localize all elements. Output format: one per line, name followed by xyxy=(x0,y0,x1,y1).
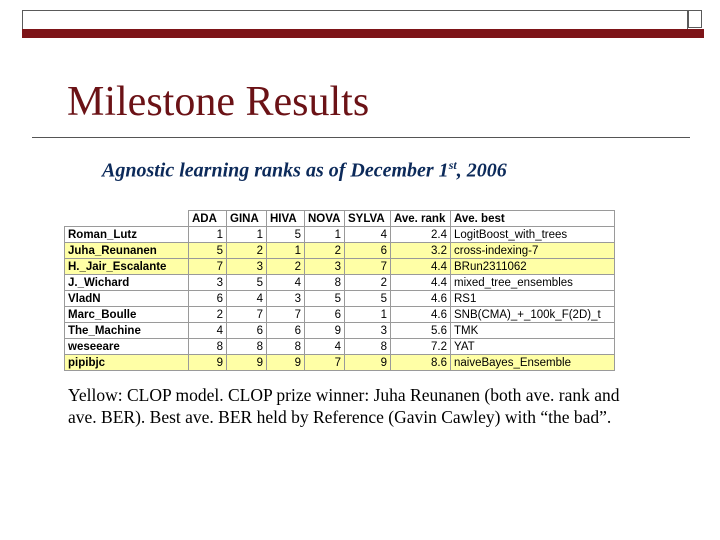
rank-cell: 1 xyxy=(345,307,391,323)
rank-cell: 5 xyxy=(305,291,345,307)
rank-cell: 6 xyxy=(305,307,345,323)
rank-cell: 8 xyxy=(305,275,345,291)
rank-cell: 6 xyxy=(267,323,305,339)
ave-rank-cell: 7.2 xyxy=(391,339,451,355)
table-row xyxy=(65,323,615,339)
header-cell: SYLVA xyxy=(345,211,391,227)
rank-cell: 3 xyxy=(189,275,227,291)
slide-title: Milestone Results xyxy=(67,79,370,125)
ave-rank-cell: 4.6 xyxy=(391,291,451,307)
header-cell: Ave. best xyxy=(451,211,615,227)
rank-cell: 1 xyxy=(227,227,267,243)
rank-cell: 4 xyxy=(345,227,391,243)
best-model-cell: YAT xyxy=(451,339,615,355)
rank-cell: 1 xyxy=(267,243,305,259)
ave-rank-cell: 8.6 xyxy=(391,355,451,371)
header-cell: ADA xyxy=(189,211,227,227)
rank-cell: 3 xyxy=(227,259,267,275)
rank-cell: 9 xyxy=(305,323,345,339)
top-corner-decoration xyxy=(688,10,702,28)
table-row xyxy=(65,355,615,371)
rank-cell: 9 xyxy=(227,355,267,371)
table-row xyxy=(65,227,615,243)
participant-name: H._Jair_Escalante xyxy=(65,259,189,275)
header-cell xyxy=(65,211,189,227)
best-model-cell: BRun2311062 xyxy=(451,259,615,275)
title-divider xyxy=(32,137,690,138)
rank-cell: 4 xyxy=(227,291,267,307)
rank-cell: 1 xyxy=(189,227,227,243)
best-model-cell: TMK xyxy=(451,323,615,339)
rank-cell: 5 xyxy=(189,243,227,259)
rank-cell: 8 xyxy=(345,339,391,355)
rank-cell: 9 xyxy=(267,355,305,371)
rank-cell: 3 xyxy=(305,259,345,275)
rank-cell: 7 xyxy=(227,307,267,323)
ave-rank-cell: 4.6 xyxy=(391,307,451,323)
participant-name: weseeare xyxy=(65,339,189,355)
participant-name: J._Wichard xyxy=(65,275,189,291)
ave-rank-cell: 3.2 xyxy=(391,243,451,259)
table-row xyxy=(65,339,615,355)
header-cell: Ave. rank xyxy=(391,211,451,227)
rank-cell: 7 xyxy=(267,307,305,323)
rank-cell: 8 xyxy=(267,339,305,355)
participant-name: Juha_Reunanen xyxy=(65,243,189,259)
rank-cell: 9 xyxy=(345,355,391,371)
table-body xyxy=(65,227,615,371)
results-table-container xyxy=(64,210,615,371)
header-cell: HIVA xyxy=(267,211,305,227)
rank-cell: 6 xyxy=(227,323,267,339)
rank-cell: 3 xyxy=(267,291,305,307)
header-cell: GINA xyxy=(227,211,267,227)
rank-cell: 4 xyxy=(189,323,227,339)
subtitle-text: Agnostic learning ranks as of December 1 xyxy=(102,159,449,182)
table-row xyxy=(65,307,615,323)
rank-cell: 4 xyxy=(305,339,345,355)
participant-name: The_Machine xyxy=(65,323,189,339)
best-model-cell: LogitBoost_with_trees xyxy=(451,227,615,243)
ave-rank-cell: 5.6 xyxy=(391,323,451,339)
caption-text: Yellow: CLOP model. CLOP prize winner: Juha Reunanen (both ave. rank and ave. BER). Best ave. BER held by Reference (Gavin Cawley) with “the bad”. xyxy=(68,385,620,427)
rank-cell: 5 xyxy=(345,291,391,307)
slide-subtitle xyxy=(102,158,507,183)
rank-cell: 8 xyxy=(189,339,227,355)
header-cell: NOVA xyxy=(305,211,345,227)
rank-cell: 7 xyxy=(305,355,345,371)
participant-name: VladN xyxy=(65,291,189,307)
table-row xyxy=(65,275,615,291)
ave-rank-cell: 4.4 xyxy=(391,259,451,275)
rank-cell: 4 xyxy=(267,275,305,291)
rank-cell: 2 xyxy=(227,243,267,259)
table-row xyxy=(65,259,615,275)
best-model-cell: mixed_tree_ensembles xyxy=(451,275,615,291)
results-table xyxy=(64,210,615,371)
rank-cell: 8 xyxy=(227,339,267,355)
participant-name: pipibjc xyxy=(65,355,189,371)
rank-cell: 6 xyxy=(345,243,391,259)
rank-cell: 5 xyxy=(267,227,305,243)
ave-rank-cell: 2.4 xyxy=(391,227,451,243)
rank-cell: 6 xyxy=(189,291,227,307)
best-model-cell: RS1 xyxy=(451,291,615,307)
accent-bar xyxy=(22,29,704,38)
rank-cell: 7 xyxy=(189,259,227,275)
best-model-cell: SNB(CMA)_+_100k_F(2D)_t xyxy=(451,307,615,323)
rank-cell: 2 xyxy=(305,243,345,259)
table-row xyxy=(65,243,615,259)
best-model-cell: cross-indexing-7 xyxy=(451,243,615,259)
table-row xyxy=(65,291,615,307)
rank-cell: 9 xyxy=(189,355,227,371)
subtitle-year: , 2006 xyxy=(456,159,507,182)
rank-cell: 2 xyxy=(345,275,391,291)
participant-name: Marc_Boulle xyxy=(65,307,189,323)
rank-cell: 1 xyxy=(305,227,345,243)
rank-cell: 3 xyxy=(345,323,391,339)
participant-name: Roman_Lutz xyxy=(65,227,189,243)
best-model-cell: naiveBayes_Ensemble xyxy=(451,355,615,371)
rank-cell: 7 xyxy=(345,259,391,275)
rank-cell: 2 xyxy=(267,259,305,275)
table-header-row xyxy=(65,211,615,227)
rank-cell: 2 xyxy=(189,307,227,323)
ave-rank-cell: 4.4 xyxy=(391,275,451,291)
rank-cell: 5 xyxy=(227,275,267,291)
subtitle-superscript: st xyxy=(448,158,457,172)
